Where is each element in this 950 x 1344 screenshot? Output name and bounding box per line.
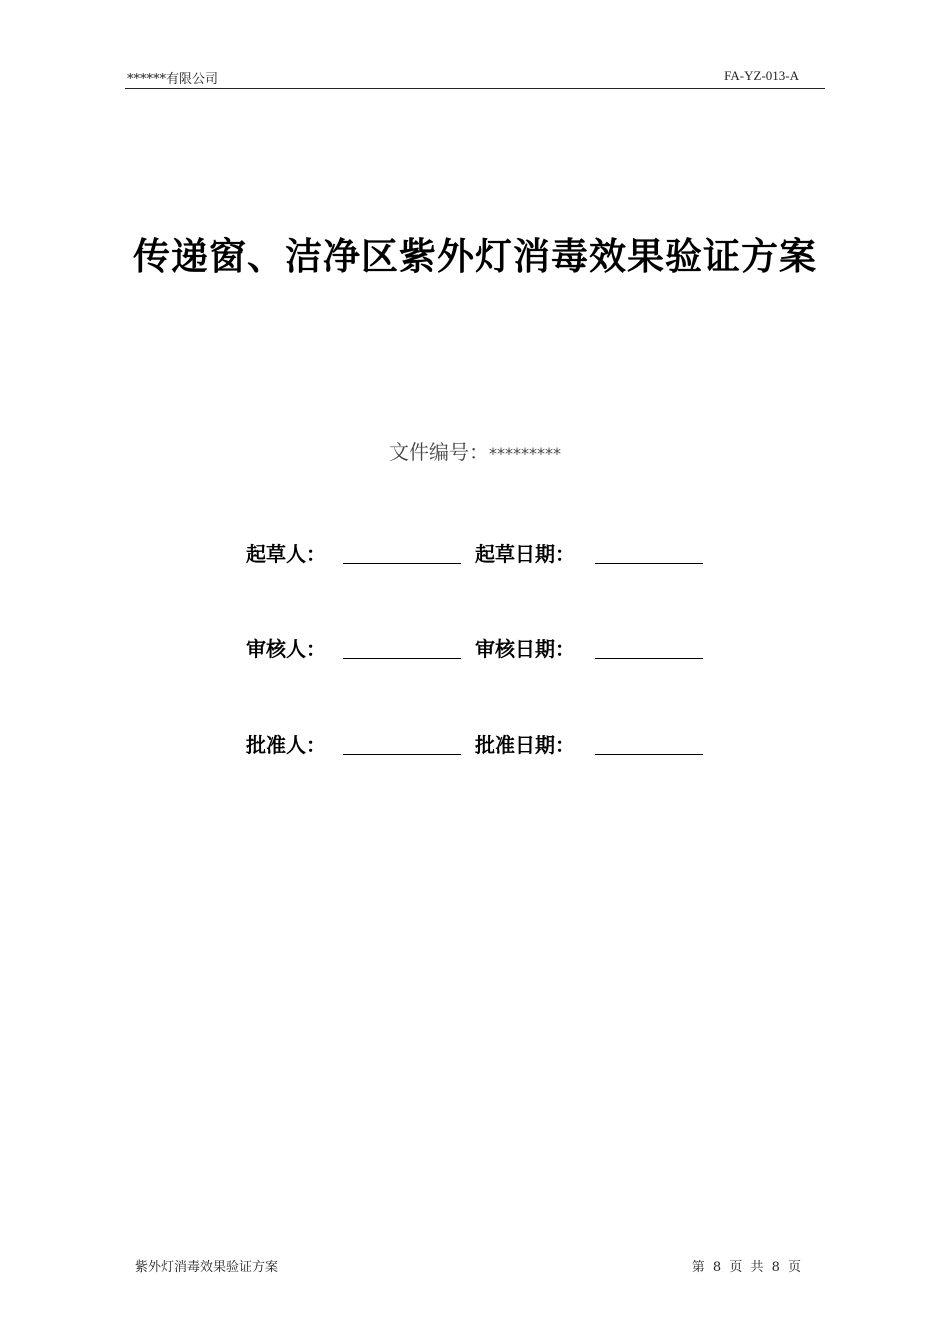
document-number-label: 文件编号： [389, 440, 489, 464]
approve-date-label: 批准日期： [475, 733, 575, 757]
header-doc-code: FA-YZ-013-A [724, 68, 799, 83]
footer-page-info: 第 8 页 共 8 页 [691, 1260, 801, 1275]
footer-doc-title: 紫外灯消毒效果验证方案 [135, 1260, 279, 1275]
draft-date-label: 起草日期： [475, 542, 575, 566]
document-title: 传递窗、洁净区紫外灯消毒效果验证方案 [133, 235, 817, 278]
approve-date-blank-line[interactable] [595, 754, 703, 755]
header-company: ******有限公司 [127, 72, 219, 87]
page-footer [125, 1256, 825, 1276]
drafter-blank-line[interactable] [343, 563, 461, 564]
reviewer-blank-line[interactable] [343, 658, 461, 659]
draft-date-blank-line[interactable] [595, 563, 703, 564]
review-date-blank-line[interactable] [595, 658, 703, 659]
signature-row-approve [246, 729, 716, 759]
approver-blank-line[interactable] [343, 754, 461, 755]
review-date-label: 审核日期： [475, 637, 575, 661]
document-number [0, 436, 950, 465]
document-number-value: ********* [489, 444, 561, 463]
signature-row-review [246, 633, 716, 663]
reviewer-label: 审核人： [246, 637, 326, 661]
drafter-label: 起草人： [246, 542, 326, 566]
approver-label: 批准人： [246, 733, 326, 757]
signature-row-draft [246, 538, 716, 568]
page-header [125, 66, 825, 89]
